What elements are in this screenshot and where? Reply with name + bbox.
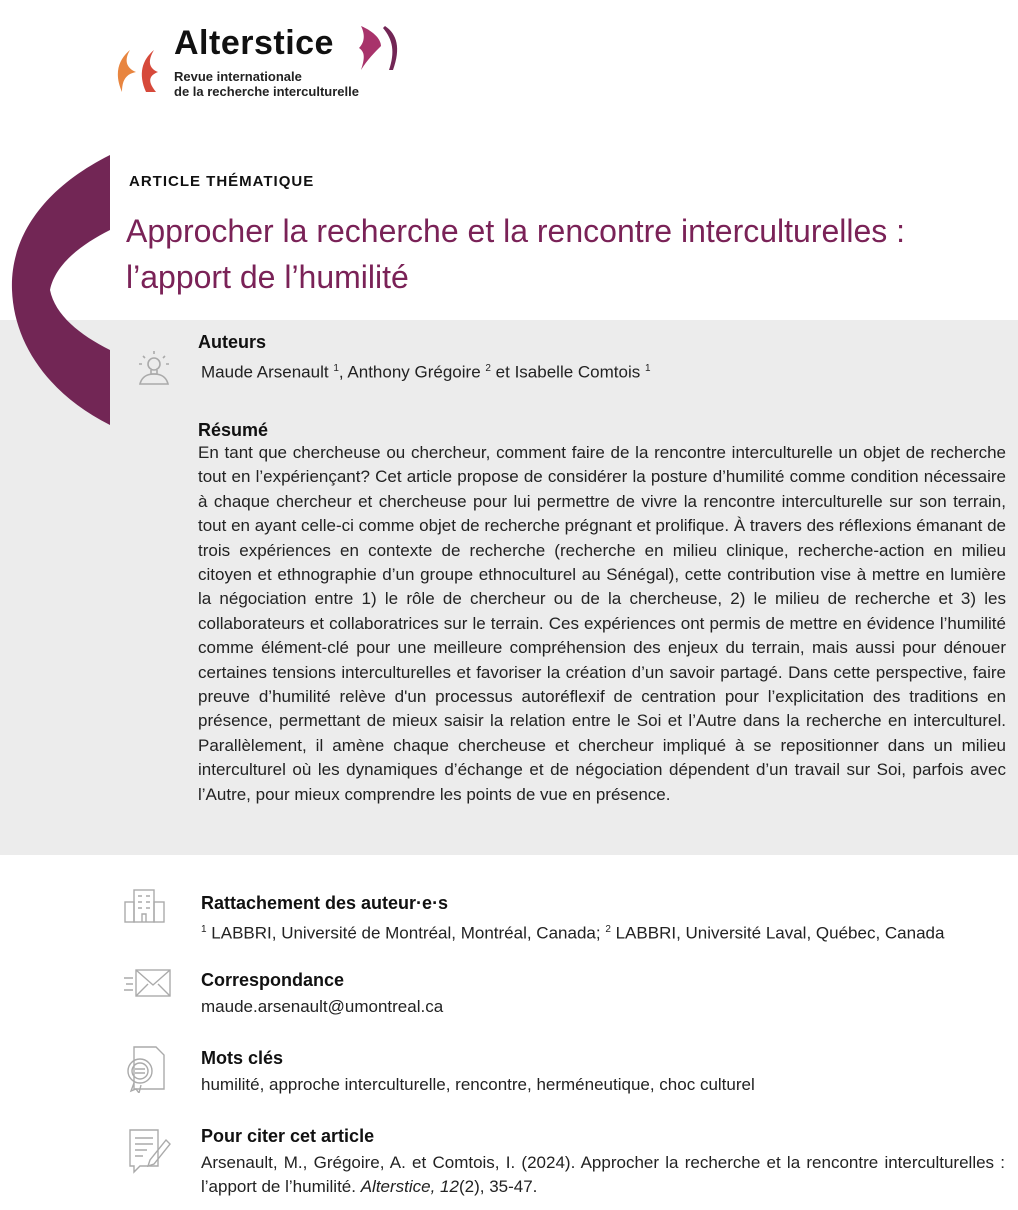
- authors-list: Maude Arsenault $^1$, Anthony Grégoire $^2$ et Isabelle Comtois $^1$: [201, 362, 651, 382]
- abstract-section: [198, 420, 1006, 807]
- building-icon: [122, 888, 168, 924]
- document-seal-icon: [122, 1043, 168, 1093]
- decorative-shape: [0, 150, 115, 430]
- citation-section: [201, 1126, 1005, 1200]
- affiliation-heading: Rattachement des auteur·e·s: [201, 893, 449, 913]
- journal-logo: [108, 22, 408, 102]
- abstract-heading: Résumé: [198, 420, 269, 440]
- citation-heading: Pour citer cet article: [201, 1126, 375, 1146]
- journal-subtitle: Revue internationale de la recherche interculturelle: [174, 69, 359, 99]
- correspondence-section: [201, 970, 1009, 1019]
- citation-text: Arsenault, M., Grégoire, A. et Comtois, I. (2024). Approcher la recherche et la rencontre interculturelles : l’apport de l’humilité. Alterstice, 12(2), 35-47.: [201, 1153, 1005, 1197]
- journal-name: Alterstice: [174, 24, 334, 62]
- keywords-heading: Mots clés: [201, 1048, 284, 1068]
- logo-right-mark-icon: [353, 22, 413, 82]
- logo-left-mark-icon: [108, 22, 168, 102]
- authors-heading: Auteurs: [198, 332, 267, 352]
- correspondence-email[interactable]: maude.arsenault@umontreal.ca: [201, 997, 444, 1016]
- abstract-text: En tant que chercheuse ou chercheur, comment faire de la rencontre interculturelle un objet de recherche tout en l’expériençant? Cet article propose de considérer la posture d’humilité comme condition nécessaire à chaque chercheur et chercheuse pour lui permettre de vivre la rencontre interculturelle sur son terrain, tout en ayant celle-ci comme objet de recherche prégnant et prolifique. À travers des réflexions émanant de trois expériences en contexte de recherche (recherche en milieu clinique, recherche-action en milieu citoyen et ethnographie d’un groupe ethnoculturel au Sénégal), cette contribution vise à mettre en lumière la négociation entre 1) le rôle de chercheur ou de la chercheuse, 2) le milieu de recherche et 3) les collaborateurs et collaboratrices sur le terrain. Ces expériences ont permis de mettre en évidence l’humilité comme élément-clé pour une meilleure compréhension des enjeux du terrain, mais aussi pour dénouer certaines tensions interculturelles et favoriser la création d’un savoir partagé. Dans cette perspective, faire preuve d’humilité relève d'un processus autoréflexif de centration pour l’explicitation des traditions en présence, permettant de mieux saisir la relation entre le Soi et l’Autre dans la recherche en interculturel. Parallèlement, il amène chaque chercheuse et chercheur impliqué à se repositionner dans un milieu interculturel où les dynamiques d’échange et de négociation dépendent d’un travail sur Soi, parfois avec l’Autre, pour mieux comprendre les points de vue en présence.: [198, 443, 1006, 804]
- affiliation-section: [201, 893, 1009, 946]
- keywords-section: [201, 1048, 1009, 1097]
- lightbulb-person-icon: [134, 348, 174, 388]
- keywords-text: humilité, approche interculturelle, rencontre, herméneutique, choc culturel: [201, 1075, 755, 1094]
- authors-section: [198, 332, 1006, 385]
- writing-icon: [126, 1126, 172, 1176]
- envelope-icon: [122, 966, 174, 1002]
- article-type: ARTICLE THÉMATIQUE: [129, 173, 315, 190]
- correspondence-heading: Correspondance: [201, 970, 345, 990]
- affiliation-text: $^1$ LABBRI, Université de Montréal, Montréal, Canada; $^2$ LABBRI, Université Laval, Québec, Canada: [201, 923, 945, 943]
- article-title: Approcher la recherche et la rencontre interculturelles : l’apport de l’humilité: [126, 213, 906, 295]
